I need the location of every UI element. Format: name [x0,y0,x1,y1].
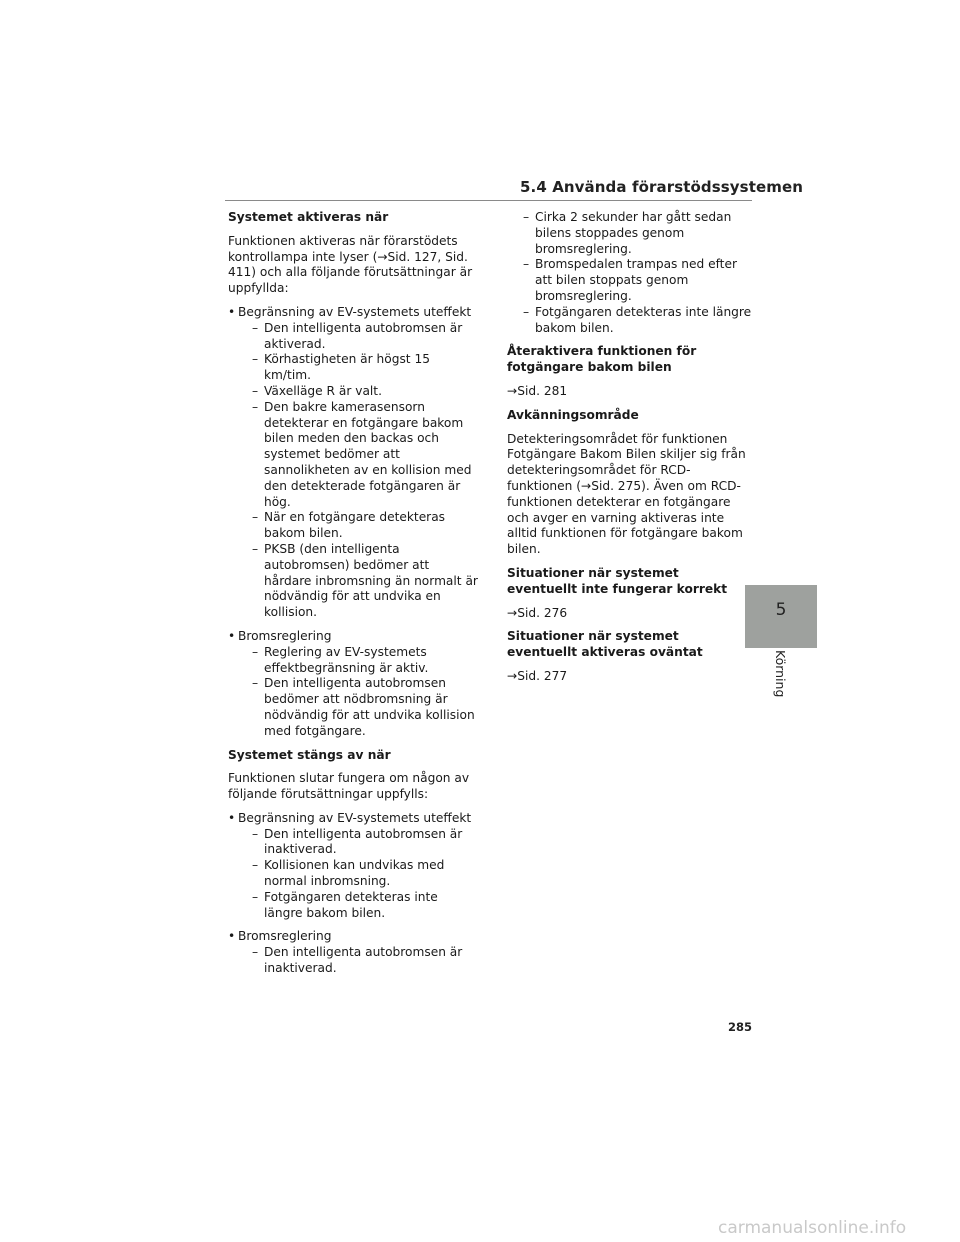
paragraph-activation-conditions: Funktionen aktiveras när förarstödets kontrollampa inte lyser (→Sid. 127, Sid. 411) och alla följande förutsättningar är uppfyllda: [228,233,473,296]
chapter-label [774,650,790,710]
heading-unexpected-activation: Situationer när systemet eventuellt aktiveras oväntat [507,629,703,660]
bullet-label: • Bromsreglering [238,929,332,944]
heading-may-not-work: Situationer när systemet eventuellt inte fungerar korrekt [507,565,728,596]
list-item [228,305,480,621]
paragraph-detection-area: Detekteringsområdet för funktionen Fotgängare Bakom Bilen skiljer sig från detekteringsområdet för RCD-funktionen (→Sid. 275). Även om RCD-funktionen detekterar en fotgängare och avger en varning aktiveras inte alltid funktionen för fotgängare bakom bilen. [507,431,746,557]
list-item: – Bromspedalen trampas ned efter att bilen stoppats genom bromsreglering. [523,257,753,304]
right-column [507,210,753,693]
list-item: – Cirka 2 sekunder har gått sedan bilens stoppades genom bromsreglering. [523,210,753,257]
page-reference-link[interactable]: →Sid. 281 [507,383,568,398]
heading-system-deactivates: Systemet stängs av när [228,747,391,762]
list-item: – Körhastigheten är högst 15 km/tim. [252,352,480,384]
chapter-number: 5 [775,600,787,620]
watermark: carmanualsonline.info [718,1218,907,1238]
deactivation-bullets [228,811,480,977]
page-reference-link[interactable]: →Sid. 277 [507,668,568,683]
list-item: – Kollisionen kan undvikas med normal inbromsning. [252,858,480,890]
dash-list [238,645,480,740]
list-item: – Den intelligenta autobromsen bedömer att nödbromsning är nödvändig för att undvika kollision med fotgängare. [252,676,480,739]
list-item: – Fotgängaren detekteras inte längre bakom bilen. [523,305,753,337]
dash-list [238,321,480,621]
header-divider [225,200,752,201]
list-item: – Reglering av EV-systemets effektbegränsning är aktiv. [252,645,480,677]
heading-reactivate: Återaktivera funktionen för fotgängare bakom bilen [507,344,697,375]
list-item [228,811,480,922]
list-item: – Den intelligenta autobromsen är aktiverad. [252,321,480,353]
list-item: – Den bakre kamerasensorn detekterar en fotgängare bakom bilen meden den backas och systemet bedömer att sannolikheten av en kollision med den detekterade fotgängaren är hög. [252,400,480,511]
activation-bullets [228,305,480,740]
left-column [228,210,480,985]
heading-detection-area: Avkänningsområde [507,407,639,422]
list-item [228,629,480,740]
list-item: – När en fotgängare detekteras bakom bilen. [252,510,480,542]
list-item: – Växelläge R är valt. [252,384,480,400]
heading-system-activates: Systemet aktiveras när [228,210,389,224]
bullet-label: • Bromsreglering [238,628,332,643]
section-title: 5.4 Använda förarstödssystemen [520,178,804,196]
chapter-label-text: Körning [773,650,788,698]
paragraph-deactivation-conditions: Funktionen slutar fungera om någon av följande förutsättningar uppfylls: [228,771,470,802]
dash-list [238,827,480,922]
bullet-label: • Begränsning av EV-systemets uteffekt [238,304,472,319]
page-reference-link[interactable]: →Sid. 276 [507,605,568,620]
dash-list-continued [507,210,753,336]
dash-list [238,945,480,977]
list-item: – Fotgängaren detekteras inte längre bakom bilen. [252,890,480,922]
bullet-label: • Begränsning av EV-systemets uteffekt [238,810,472,825]
list-item: – Den intelligenta autobromsen är inaktiverad. [252,945,480,977]
list-item: – Den intelligenta autobromsen är inaktiverad. [252,827,480,859]
list-item [228,929,480,976]
list-item: – PKSB (den intelligenta autobromsen) bedömer att hårdare inbromsning än normalt är nödvändig för att undvika en kollision. [252,542,480,621]
page-number: 285 [728,1020,753,1034]
